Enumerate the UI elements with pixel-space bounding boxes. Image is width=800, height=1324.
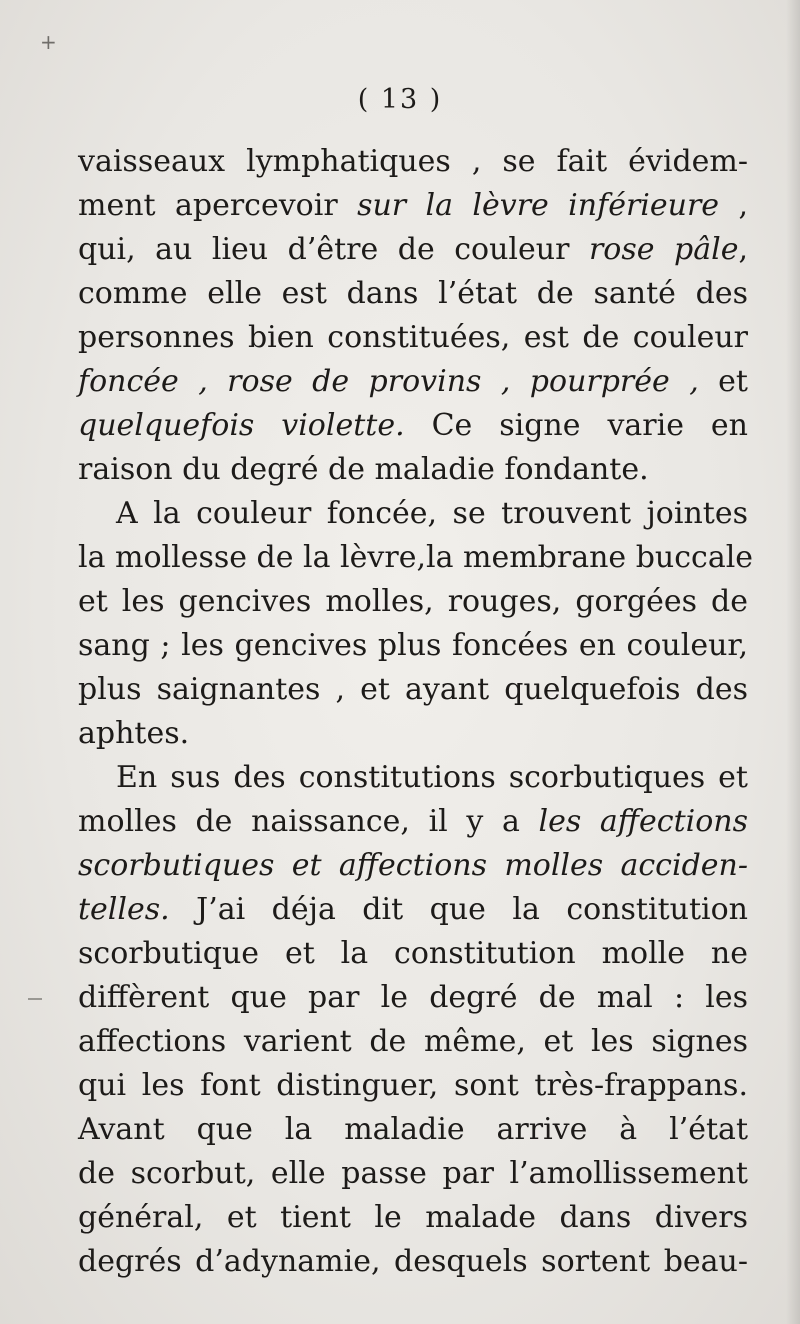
text-segment: molles de naissance, il y a [78,804,539,839]
text-line [78,668,748,712]
text-segment: qui les font distinguer, sont très-frappans. [78,1068,748,1103]
text-segment: Ce signe varie en [404,408,748,443]
margin-cross-mark: + [40,30,57,54]
italic-text-segment: quelquefois violette. [78,408,405,443]
text-line [78,1196,748,1240]
text-line [78,316,748,360]
text-segment: plus saignantes , et ayant quelquefois des [78,672,748,707]
text-line [78,888,748,932]
text-line [78,448,748,492]
text-body [78,140,754,1284]
text-segment: et [698,364,748,399]
italic-text-segment: foncée , rose de provins , pourprée , [78,364,699,399]
page-number: ( 13 ) [357,84,443,115]
text-segment: général, et tient le malade dans divers [78,1200,748,1235]
text-segment: J’ai déja dit que la constitution [169,892,748,927]
text-line [78,976,748,1020]
text-line [78,580,748,624]
text-line [78,360,748,404]
text-line [78,844,748,888]
text-segment: ment apercevoir [78,188,358,223]
text-line [78,492,748,536]
text-line [78,800,748,844]
text-segment: diffèrent que par le degré de mal : les [78,980,748,1015]
italic-text-segment: les affections [538,804,748,839]
text-segment: aphtes. [78,716,190,751]
text-segment: scorbutique et la constitution molle ne [78,936,748,971]
text-line [78,536,754,580]
text-segment: Avant que la maladie arrive à l’état [78,1112,748,1147]
text-line [78,1064,748,1108]
text-line [78,932,748,976]
text-line [78,756,748,800]
text-segment: comme elle est dans l’état de santé des [78,276,748,311]
text-segment: affections varient de même, et les signes [78,1024,748,1059]
text-segment: A la couleur foncée, se trouvent jointes [116,496,748,531]
text-segment: qui, au lieu d’être de couleur [78,232,589,267]
text-line [78,184,748,228]
text-line [78,1020,748,1064]
margin-dash-mark [28,998,42,1000]
text-segment: En sus des constitutions scorbutiques et [116,760,748,795]
text-segment: sang ; les gencives plus foncées en couleur, [78,628,748,663]
italic-text-segment: telles. [78,892,170,927]
text-segment: raison du degré de maladie fondante. [78,452,649,487]
text-segment: la mollesse de la lèvre,la membrane buccale [78,540,754,575]
text-line [78,1240,748,1284]
text-line [78,1152,748,1196]
text-segment: , [719,188,748,223]
text-line [78,624,748,668]
italic-text-segment: sur la lèvre inférieure [357,188,720,223]
text-line [78,1108,748,1152]
text-segment: personnes bien constituées, est de couleur [78,320,748,355]
text-line [78,140,748,184]
text-line [78,404,748,448]
text-segment: degrés d’adynamie, desquels sortent beau- [78,1244,748,1279]
text-line [78,712,748,756]
text-segment: de scorbut, elle passe par l’amollissement [78,1156,748,1191]
text-segment: , [738,232,748,267]
text-line [78,228,748,272]
italic-text-segment: scorbutiques et affections molles acciden- [78,848,748,883]
text-segment: vaisseaux lymphatiques , se fait évidem- [78,144,748,179]
italic-text-segment: rose pâle [588,232,739,267]
text-line [78,272,748,316]
text-segment: et les gencives molles, rouges, gorgées de [78,584,748,619]
